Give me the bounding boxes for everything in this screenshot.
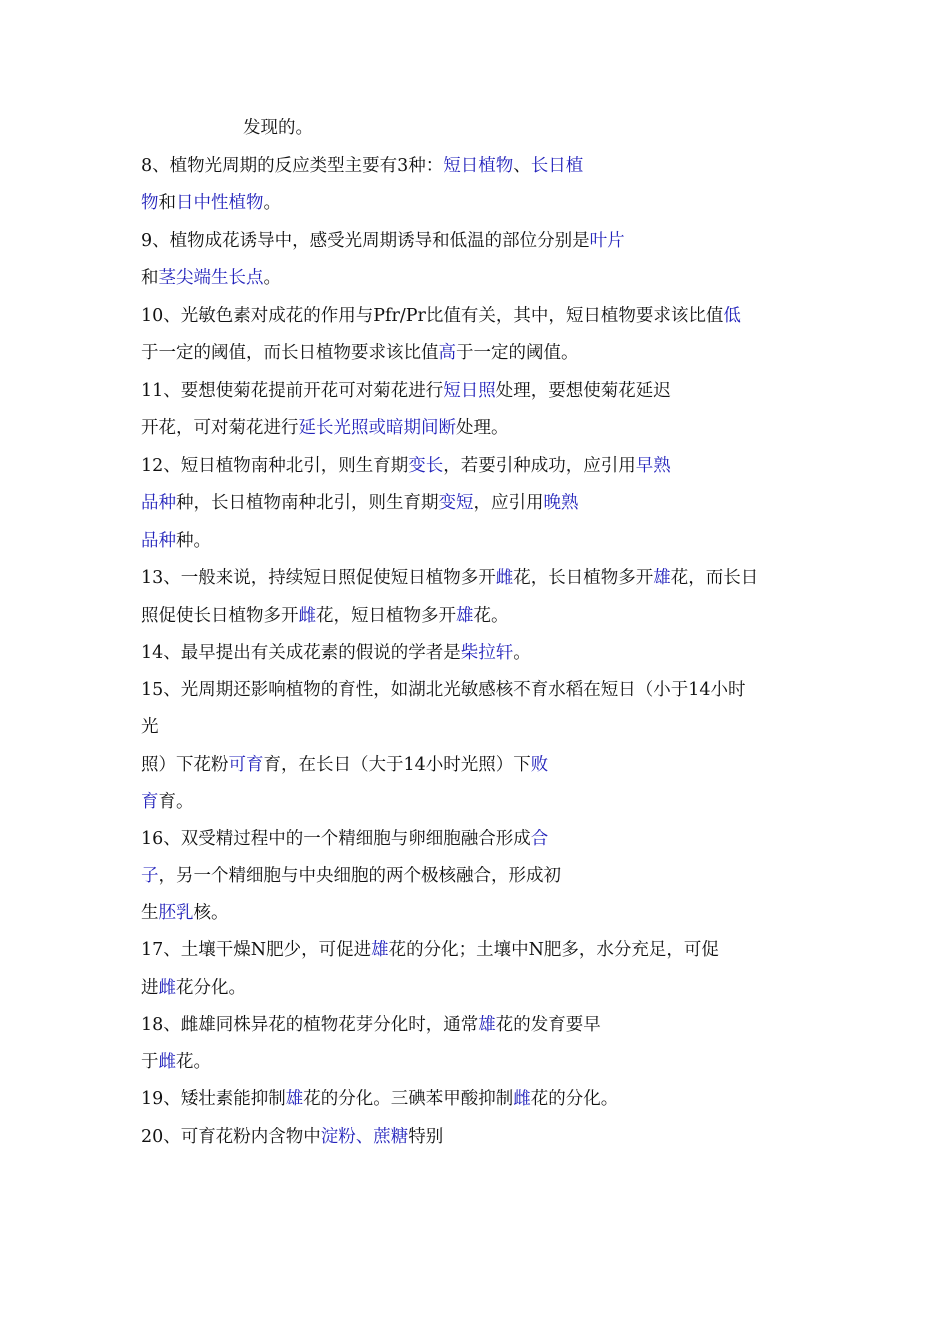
body-text: 花的分化；土壤中N肥多，水分充足，可促 bbox=[388, 940, 719, 960]
answer-text: 雄 bbox=[456, 606, 474, 626]
body-text: ，若要引种成功，应引用 bbox=[443, 456, 636, 476]
body-text: 育，在长日（大于14小时光照）下 bbox=[263, 755, 531, 775]
body-text: 14、最早提出有关成花素的假说的学者是 bbox=[141, 643, 461, 663]
answer-text: 叶片 bbox=[589, 231, 625, 251]
body-text: 花的分化。 bbox=[530, 1089, 619, 1109]
answer-text: 品种 bbox=[141, 493, 176, 513]
body-text: 花，长日植物多开 bbox=[513, 568, 654, 588]
text-line bbox=[141, 190, 281, 216]
answer-text: 日中性植物 bbox=[176, 193, 264, 213]
text-line bbox=[141, 490, 579, 516]
answer-text: 败 bbox=[530, 755, 549, 775]
answer-text: 育 bbox=[141, 792, 159, 812]
body-text: 花分化。 bbox=[176, 978, 246, 998]
body-text: 特别 bbox=[408, 1127, 444, 1147]
answer-text: 雌 bbox=[298, 606, 316, 626]
answer-text: 子 bbox=[141, 866, 159, 886]
body-text: 。 bbox=[263, 193, 281, 213]
answer-text: 雌 bbox=[158, 978, 176, 998]
text-line bbox=[141, 975, 246, 1001]
answer-text: 延长光照或暗期间断 bbox=[298, 418, 456, 438]
text-line bbox=[141, 603, 509, 629]
body-text: 8、植物光周期的反应类型主要有3种： bbox=[141, 156, 444, 176]
answer-text: 雌 bbox=[513, 1089, 531, 1109]
body-text: 照）下花粉 bbox=[141, 755, 229, 775]
text-line bbox=[141, 714, 159, 740]
text-line bbox=[141, 378, 671, 404]
body-text: 。 bbox=[263, 268, 281, 288]
answer-text: 早熟 bbox=[635, 456, 671, 476]
answer-text: 长日植 bbox=[530, 156, 584, 176]
answer-text: 合 bbox=[530, 829, 549, 849]
text-line bbox=[141, 863, 561, 889]
answer-text: 短日照 bbox=[443, 381, 496, 401]
text-line bbox=[141, 789, 194, 815]
text-line bbox=[141, 340, 579, 366]
text-line bbox=[141, 153, 583, 179]
text-line bbox=[141, 677, 746, 703]
body-text: 和 bbox=[141, 268, 159, 288]
answer-text: 晚熟 bbox=[543, 493, 579, 513]
text-line bbox=[141, 826, 548, 852]
text-line bbox=[141, 415, 509, 441]
text-line bbox=[141, 1124, 443, 1150]
body-text: 于 bbox=[141, 1052, 159, 1072]
text-line bbox=[141, 640, 531, 666]
body-text: 种。 bbox=[176, 531, 211, 551]
body-text: 照促使长日植物多开 bbox=[141, 606, 299, 626]
body-text: 。 bbox=[513, 643, 531, 663]
body-text: ，应引用 bbox=[473, 493, 544, 513]
text-line bbox=[141, 303, 741, 329]
body-text: 光 bbox=[141, 717, 159, 737]
text-line bbox=[141, 228, 625, 254]
body-text: 发现的。 bbox=[243, 118, 313, 138]
body-text: 花的发育要早 bbox=[495, 1015, 601, 1035]
body-text: 10、光敏色素对成花的作用与Pfr/Pr比值有关，其中，短日植物要求该比值 bbox=[141, 306, 724, 326]
answer-text: 变长 bbox=[408, 456, 444, 476]
text-line bbox=[141, 453, 671, 479]
body-text: 于一定的阈值。 bbox=[456, 343, 579, 363]
body-text: 处理，要想使菊花延迟 bbox=[495, 381, 671, 401]
answer-text: 雄 bbox=[653, 568, 671, 588]
body-text: 9、植物成花诱导中，感受光周期诱导和低温的部位分别是 bbox=[141, 231, 590, 251]
body-text: 12、短日植物南种北引，则生育期 bbox=[141, 456, 409, 476]
body-text: 花。 bbox=[176, 1052, 211, 1072]
answer-text: 雄 bbox=[478, 1015, 496, 1035]
answer-text: 茎尖端生长点 bbox=[158, 268, 264, 288]
body-text: 11、要想使菊花提前开花可对菊花进行 bbox=[141, 381, 444, 401]
text-line bbox=[141, 565, 758, 591]
text-line bbox=[141, 1012, 601, 1038]
text-line bbox=[243, 115, 313, 141]
text-line bbox=[141, 900, 229, 926]
answer-text: 品种 bbox=[141, 531, 176, 551]
answer-text: 柴拉轩 bbox=[460, 643, 514, 663]
answer-text: 淀粉、蔗糖 bbox=[320, 1127, 409, 1147]
body-text: 核。 bbox=[193, 903, 229, 923]
body-text: 20、可育花粉内含物中 bbox=[141, 1127, 321, 1147]
body-text: 16、双受精过程中的一个精细胞与卵细胞融合形成 bbox=[141, 829, 531, 849]
answer-text: 高 bbox=[438, 343, 456, 363]
body-text: ，另一个精细胞与中央细胞的两个极核融合，形成初 bbox=[158, 866, 561, 886]
body-text: 花，短日植物多开 bbox=[316, 606, 456, 626]
text-line bbox=[141, 752, 548, 778]
answer-text: 胚乳 bbox=[158, 903, 194, 923]
text-line bbox=[141, 265, 281, 291]
body-text: 、 bbox=[513, 156, 531, 176]
body-text: 和 bbox=[158, 193, 176, 213]
answer-text: 雄 bbox=[285, 1089, 304, 1109]
text-line bbox=[141, 1049, 211, 1075]
body-text: 进 bbox=[141, 978, 159, 998]
body-text: 17、土壤干燥N肥少，可促进 bbox=[141, 940, 372, 960]
text-line bbox=[141, 528, 211, 554]
body-text: 19、矮壮素能抑制 bbox=[141, 1089, 286, 1109]
body-text: 种，长日植物南种北引，则生育期 bbox=[176, 493, 439, 513]
body-text: 花的分化。三碘苯甲酸抑制 bbox=[303, 1089, 514, 1109]
body-text: 花。 bbox=[473, 606, 509, 626]
body-text: 15、光周期还影响植物的育性，如湖北光敏感核不育水稻在短日（小于14小时 bbox=[141, 680, 746, 700]
text-line bbox=[141, 1086, 618, 1112]
body-text: 生 bbox=[141, 903, 159, 923]
text-line bbox=[141, 937, 719, 963]
body-text: 18、雌雄同株异花的植物花芽分化时，通常 bbox=[141, 1015, 479, 1035]
body-text: 开花，可对菊花进行 bbox=[141, 418, 299, 438]
body-text: 于一定的阈值，而长日植物要求该比值 bbox=[141, 343, 439, 363]
answer-text: 可育 bbox=[228, 755, 264, 775]
answer-text: 短日植物 bbox=[443, 156, 514, 176]
answer-text: 雌 bbox=[495, 568, 514, 588]
body-text: 花，而长日 bbox=[670, 568, 759, 588]
answer-text: 低 bbox=[723, 306, 741, 326]
body-text: 育。 bbox=[158, 792, 194, 812]
body-text: 13、一般来说，持续短日照促使短日植物多开 bbox=[141, 568, 496, 588]
answer-text: 雄 bbox=[371, 940, 389, 960]
body-text: 处理。 bbox=[456, 418, 509, 438]
answer-text: 变短 bbox=[438, 493, 474, 513]
answer-text: 物 bbox=[141, 193, 159, 213]
answer-text: 雌 bbox=[158, 1052, 176, 1072]
